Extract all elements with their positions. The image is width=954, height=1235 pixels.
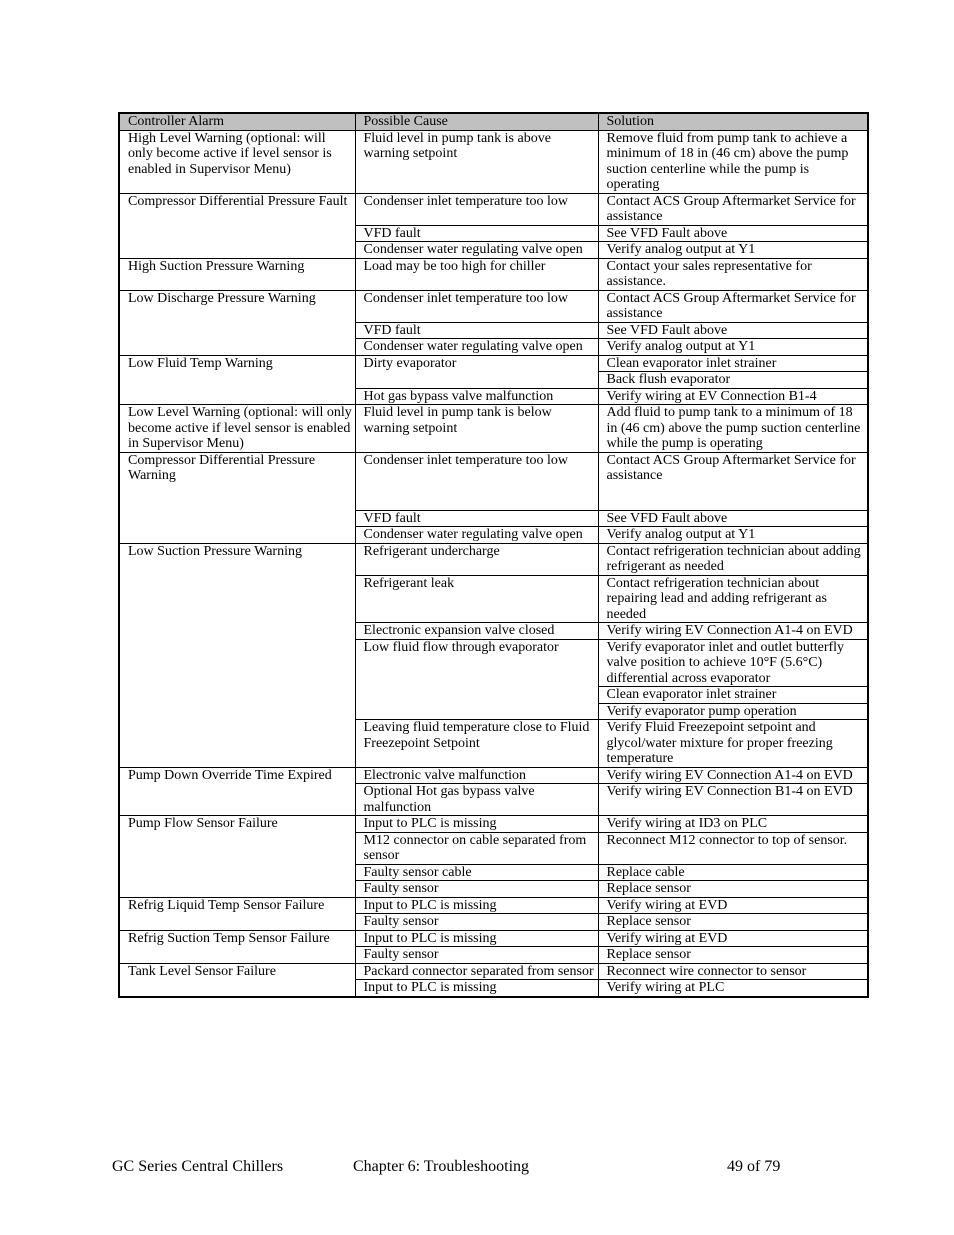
table-header <box>119 113 868 130</box>
solution-cell: Verify wiring at EVD <box>598 930 868 947</box>
alarm-cell: High Suction Pressure Warning <box>119 258 355 290</box>
solution-cell: Verify analog output at Y1 <box>598 242 868 259</box>
solution-cell: Verify Fluid Freezepoint setpoint and glycol/water mixture for proper freezing temperature <box>598 720 868 768</box>
solution-cell: See VFD Fault above <box>598 322 868 339</box>
solution-cell: Add fluid to pump tank to a minimum of 18 in (46 cm) above the pump suction centerline while the pump is operating <box>598 405 868 453</box>
cause-cell: Load may be too high for chiller <box>355 258 598 290</box>
solution-cell: Verify evaporator inlet and outlet butterfly valve position to achieve 10°F (5.6°C) differential across evaporator <box>598 639 868 687</box>
header-controller-alarm: Controller Alarm <box>119 113 355 130</box>
footer-page-number: 49 of 79 <box>727 1158 781 1175</box>
troubleshooting-table <box>118 112 869 998</box>
solution-cell: Verify wiring EV Connection A1-4 on EVD <box>598 623 868 640</box>
cause-cell: Electronic expansion valve closed <box>355 623 598 640</box>
solution-cell: Back flush evaporator <box>598 372 868 389</box>
solution-cell: Verify wiring at EVD <box>598 897 868 914</box>
cause-cell: Dirty evaporator <box>355 355 598 388</box>
solution-cell: Contact refrigeration technician about adding refrigerant as needed <box>598 543 868 575</box>
solution-cell: Clean evaporator inlet strainer <box>598 355 868 372</box>
solution-cell: Verify wiring EV Connection A1-4 on EVD <box>598 767 868 784</box>
cause-cell: Fluid level in pump tank is above warning setpoint <box>355 130 598 193</box>
solution-cell: Verify wiring at EV Connection B1-4 <box>598 388 868 405</box>
table-row <box>119 130 868 193</box>
table-row <box>119 543 868 575</box>
table-body <box>119 130 868 997</box>
cause-cell: Electronic valve malfunction <box>355 767 598 784</box>
cause-cell: Refrigerant undercharge <box>355 543 598 575</box>
cause-cell: Faulty sensor <box>355 881 598 898</box>
cause-cell: VFD fault <box>355 510 598 527</box>
cause-cell: Input to PLC is missing <box>355 897 598 914</box>
alarm-cell: Low Level Warning (optional: will only become active if level sensor is enabled in Supervisor Menu) <box>119 405 355 453</box>
header-solution: Solution <box>598 113 868 130</box>
solution-cell: Verify wiring EV Connection B1-4 on EVD <box>598 784 868 816</box>
alarm-cell: Compressor Differential Pressure Warning <box>119 452 355 543</box>
solution-cell: Contact your sales representative for assistance. <box>598 258 868 290</box>
cause-cell: Condenser inlet temperature too low <box>355 452 598 510</box>
alarm-cell: Compressor Differential Pressure Fault <box>119 193 355 258</box>
cause-cell: M12 connector on cable separated from sensor <box>355 832 598 864</box>
cause-cell: Packard connector separated from sensor <box>355 963 598 980</box>
table-row <box>119 897 868 914</box>
alarm-cell: Pump Down Override Time Expired <box>119 767 355 816</box>
cause-cell: Leaving fluid temperature close to Fluid Freezepoint Setpoint <box>355 720 598 768</box>
cause-cell: Faulty sensor cable <box>355 864 598 881</box>
solution-cell: Verify wiring at PLC <box>598 980 868 997</box>
cause-cell: Fluid level in pump tank is below warning setpoint <box>355 405 598 453</box>
solution-cell: Contact ACS Group Aftermarket Service for assistance <box>598 193 868 225</box>
alarm-cell: Refrig Suction Temp Sensor Failure <box>119 930 355 963</box>
cause-cell: Optional Hot gas bypass valve malfunction <box>355 784 598 816</box>
alarm-cell: Low Suction Pressure Warning <box>119 543 355 767</box>
solution-cell: Replace sensor <box>598 914 868 931</box>
cause-cell: Condenser inlet temperature too low <box>355 193 598 225</box>
cause-cell: Condenser inlet temperature too low <box>355 290 598 322</box>
cause-cell: Condenser water regulating valve open <box>355 527 598 544</box>
alarm-cell: Tank Level Sensor Failure <box>119 963 355 997</box>
solution-cell: Remove fluid from pump tank to achieve a minimum of 18 in (46 cm) above the pump suction centerline while the pump is operating <box>598 130 868 193</box>
table-row <box>119 290 868 322</box>
cause-cell: Faulty sensor <box>355 947 598 964</box>
table-row <box>119 405 868 453</box>
table-row <box>119 816 868 833</box>
solution-cell: Replace sensor <box>598 881 868 898</box>
alarm-cell: Pump Flow Sensor Failure <box>119 816 355 898</box>
solution-cell: Replace cable <box>598 864 868 881</box>
cause-cell: Faulty sensor <box>355 914 598 931</box>
cause-cell: Refrigerant leak <box>355 575 598 623</box>
solution-cell: See VFD Fault above <box>598 225 868 242</box>
table-row <box>119 767 868 784</box>
cause-cell: VFD fault <box>355 225 598 242</box>
alarm-cell: Low Fluid Temp Warning <box>119 355 355 405</box>
table-row <box>119 452 868 510</box>
cause-cell: Input to PLC is missing <box>355 930 598 947</box>
table-row <box>119 963 868 980</box>
solution-cell: Verify analog output at Y1 <box>598 527 868 544</box>
cause-cell: Condenser water regulating valve open <box>355 242 598 259</box>
cause-cell: Input to PLC is missing <box>355 980 598 997</box>
table-row <box>119 193 868 225</box>
footer-chapter: Chapter 6: Troubleshooting <box>353 1158 530 1175</box>
solution-cell: Contact ACS Group Aftermarket Service for assistance <box>598 452 868 510</box>
solution-cell: Verify analog output at Y1 <box>598 339 868 356</box>
solution-cell: Contact refrigeration technician about repairing lead and adding refrigerant as needed <box>598 575 868 623</box>
cause-cell: Hot gas bypass valve malfunction <box>355 388 598 405</box>
solution-cell: Reconnect M12 connector to top of sensor. <box>598 832 868 864</box>
cause-cell: Condenser water regulating valve open <box>355 339 598 356</box>
solution-cell: Contact ACS Group Aftermarket Service for assistance <box>598 290 868 322</box>
solution-cell: See VFD Fault above <box>598 510 868 527</box>
header-row <box>119 113 868 130</box>
alarm-cell: Refrig Liquid Temp Sensor Failure <box>119 897 355 930</box>
table-row <box>119 258 868 290</box>
table-row <box>119 930 868 947</box>
footer-doc-title: GC Series Central Chillers <box>112 1158 284 1175</box>
cause-cell: Low fluid flow through evaporator <box>355 639 598 720</box>
solution-cell: Replace sensor <box>598 947 868 964</box>
solution-cell: Reconnect wire connector to sensor <box>598 963 868 980</box>
cause-cell: VFD fault <box>355 322 598 339</box>
alarm-cell: High Level Warning (optional: will only become active if level sensor is enabled in Supervisor Menu) <box>119 130 355 193</box>
solution-cell: Verify wiring at ID3 on PLC <box>598 816 868 833</box>
solution-cell: Clean evaporator inlet strainer <box>598 687 868 704</box>
table-row <box>119 355 868 372</box>
solution-cell: Verify evaporator pump operation <box>598 703 868 720</box>
alarm-cell: Low Discharge Pressure Warning <box>119 290 355 355</box>
header-possible-cause: Possible Cause <box>355 113 598 130</box>
cause-cell: Input to PLC is missing <box>355 816 598 833</box>
